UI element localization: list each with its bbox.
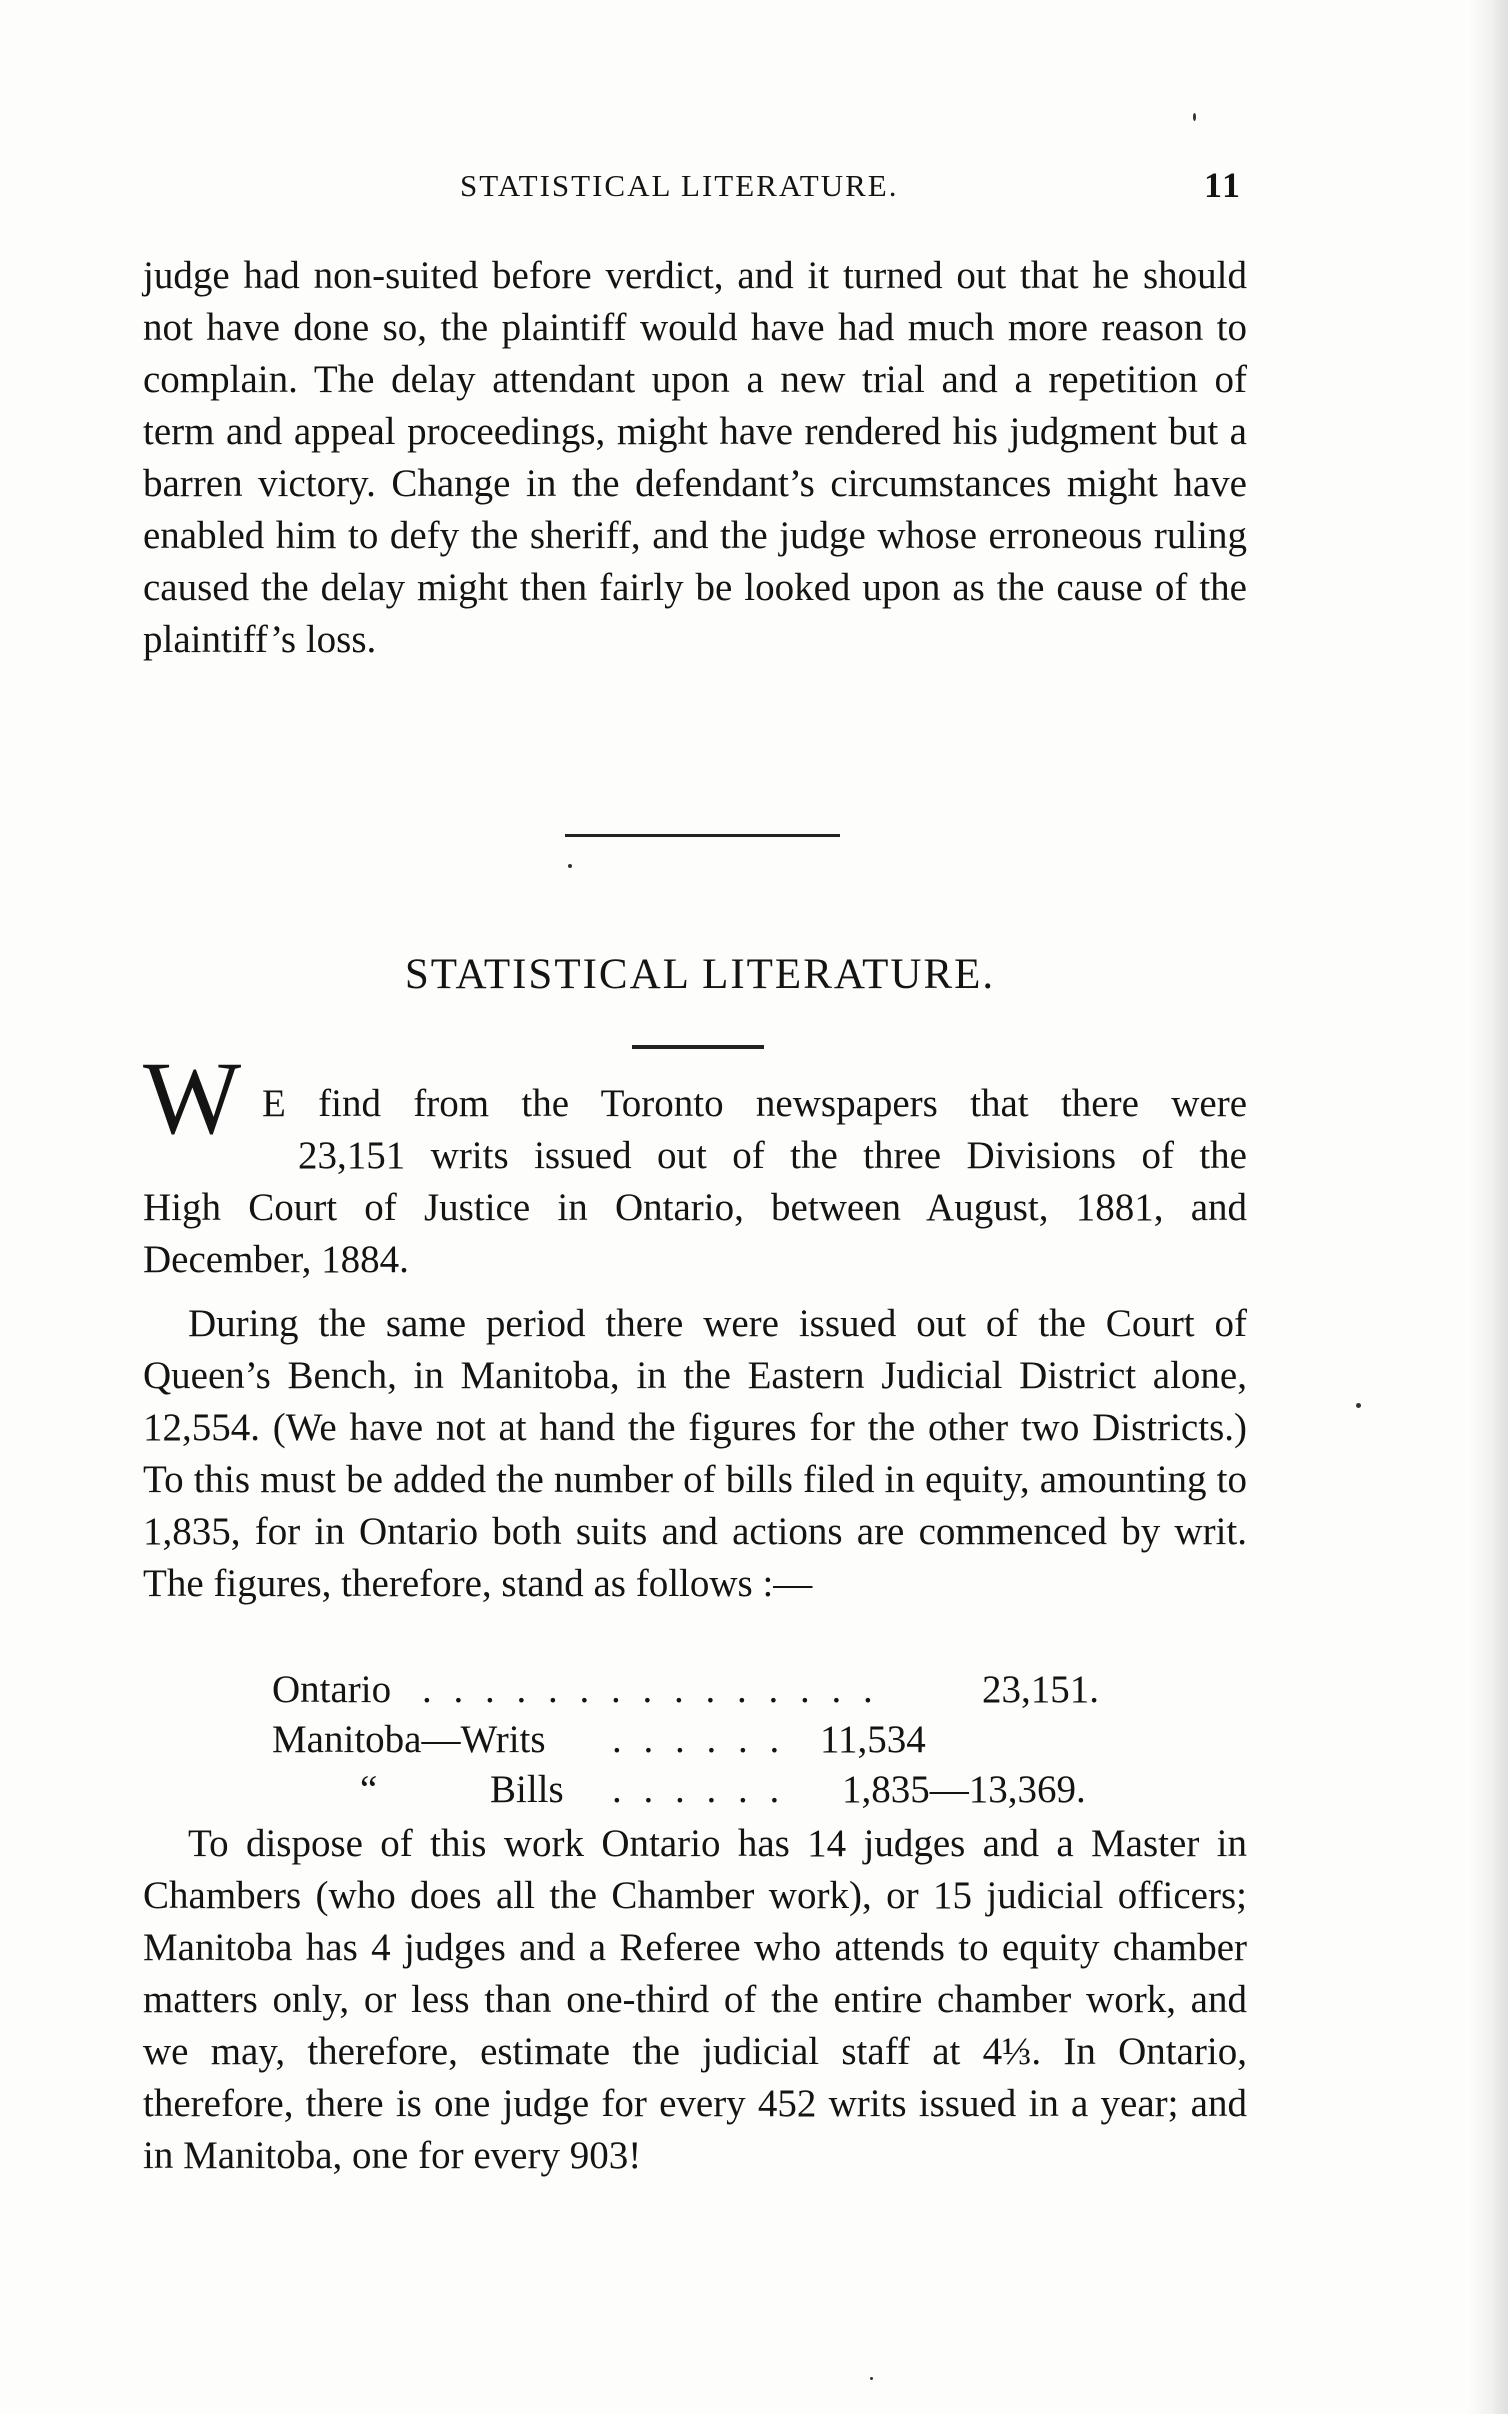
print-speck bbox=[1356, 1403, 1361, 1408]
continued-paragraph: judge had non-suited before verdict, and it turned out that he should not have done so, the plaintiff would have had much more reason to complain. The delay attendant upon a new trial and a repetition of term and appeal proceedings, might have rendered his judgment but a barren victory. Change in the defendant’s circumstances might have enabled him to defy the sheriff, and the judge whose erroneous ruling caused the delay might then fairly be looked upon as the cause of the plaintiff’s loss. bbox=[143, 254, 1247, 661]
lead-paragraph-rest: High Court of Justice in Ontario, between August, 1881, and December, 1884. bbox=[143, 1186, 1247, 1281]
article-title: STATISTICAL LITERATURE. bbox=[404, 951, 996, 998]
print-speck bbox=[870, 2377, 873, 2380]
lead-line-1: E find from the Toronto newspapers that there were bbox=[262, 1082, 1247, 1125]
figures-row-manitoba-writs bbox=[272, 1715, 1172, 1765]
print-speck bbox=[568, 864, 572, 868]
figures-leader-dots: . . . . . . bbox=[612, 1768, 786, 1811]
page-number: 11 bbox=[1204, 165, 1243, 205]
paragraph-2: During the same period there were issued out of the Court of Queen’s Bench, in Manitoba, in the Eastern Judicial District alone, 12,554. (We have not at hand the figures for the other two Districts.) To this must be added the number of bills filed in equity, amounting to 1,835, for in Ontario both suits and actions are commenced by writ. The figures, therefore, stand as follows :— bbox=[143, 1302, 1247, 1605]
figures-value: 23,151. bbox=[982, 1668, 1099, 1711]
section-divider-rule bbox=[565, 834, 840, 837]
paragraph-3: To dispose of this work Ontario has 14 judges and a Master in Chambers (who does all the Chamber work), or 15 judicial officers; Manitoba has 4 judges and a Referee who attends to equity chamber matters only, or less than one-third of the entire chamber work, and we may, therefore, estimate the judicial staff at 4⅓. In Ontario, therefore, there is one judge for every 452 writs issued in a year; and in Manitoba, one for every 903! bbox=[143, 1822, 1247, 2177]
figures-row-ontario bbox=[272, 1665, 1172, 1715]
figures-row-manitoba-bills bbox=[272, 1765, 1172, 1815]
running-head: STATISTICAL LITERATURE. bbox=[460, 168, 899, 203]
figures-sublabel: Bills bbox=[490, 1768, 564, 1811]
figures-ditto-mark: “ bbox=[360, 1768, 378, 1811]
figures-label: Manitoba—Writs bbox=[272, 1718, 546, 1761]
figures-label: Ontario bbox=[272, 1668, 392, 1711]
figures-table bbox=[272, 1665, 1172, 1815]
page-edge-shadow bbox=[1468, 0, 1508, 2414]
figures-leader-dots: . . . . . . bbox=[612, 1718, 786, 1761]
lead-line-2: 23,151 writs issued out of the three Divisions of the bbox=[298, 1134, 1247, 1177]
print-speck bbox=[1193, 113, 1196, 121]
figures-leader-dots: . . . . . . . . . . . . . . . bbox=[422, 1668, 879, 1711]
figures-value: 11,534 bbox=[820, 1718, 926, 1761]
figures-value: 1,835—13,369. bbox=[842, 1768, 1086, 1811]
drop-cap: W bbox=[143, 1041, 242, 1156]
title-underline-rule bbox=[632, 1045, 764, 1049]
